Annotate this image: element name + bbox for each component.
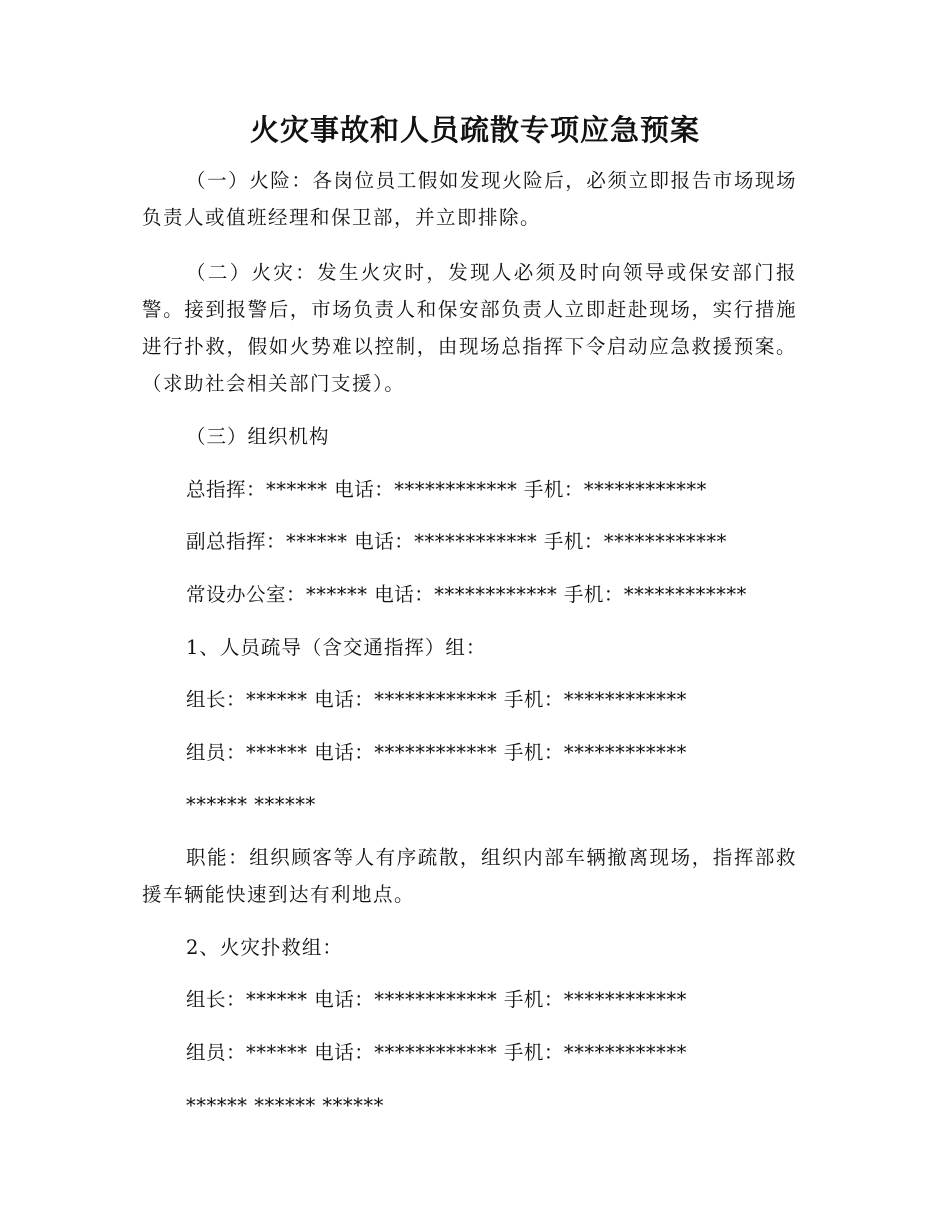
group1-duty: 职能：组织顾客等人有序疏散，组织内部车辆撤离现场，指挥部救援车辆能快速到达有利地点。 [142,846,797,906]
org-heading: （三）组织机构 [186,425,330,448]
group2-member: 组员：****** 电话：************ 手机：************ [186,1041,687,1064]
group1-member: 组员：****** 电话：************ 手机：************ [186,741,687,764]
document-title: 火灾事故和人员疏散专项应急预案 [249,113,700,147]
group2-leader: 组长：****** 电话：************ 手机：************ [186,988,687,1011]
group2-extra-members: ****** ****** ****** [186,1094,384,1117]
org-line-commander: 总指挥：****** 电话：************ 手机：************ [186,478,707,501]
group1-leader: 组长：****** 电话：************ 手机：************ [186,688,687,711]
org-line-deputy-commander: 副总指挥：****** 电话：************ 手机：************ [186,530,727,553]
group1-heading: 1、人员疏导（含交通指挥）组： [186,636,487,659]
paragraph-fire-risk: （一）火险：各岗位员工假如发现火险后，必须立即报告市场现场负责人或值班经理和保卫部，并立即排除。 [142,169,797,229]
org-line-office: 常设办公室：****** 电话：************ 手机：************ [186,583,747,606]
group2-heading: 2、火灾扑救组： [186,936,343,959]
group1-extra-members: ****** ****** [186,793,316,816]
paragraph-fire-incident: （二）火灾：发生火灾时，发现人必须及时向领导或保安部门报警。接到报警后，市场负责人和保安部负责人立即赶赴现场，实行措施进行扑救，假如火势难以控制，由现场总指挥下令启动应急救援预案。（求助社会相关部门支援）。 [142,261,797,395]
